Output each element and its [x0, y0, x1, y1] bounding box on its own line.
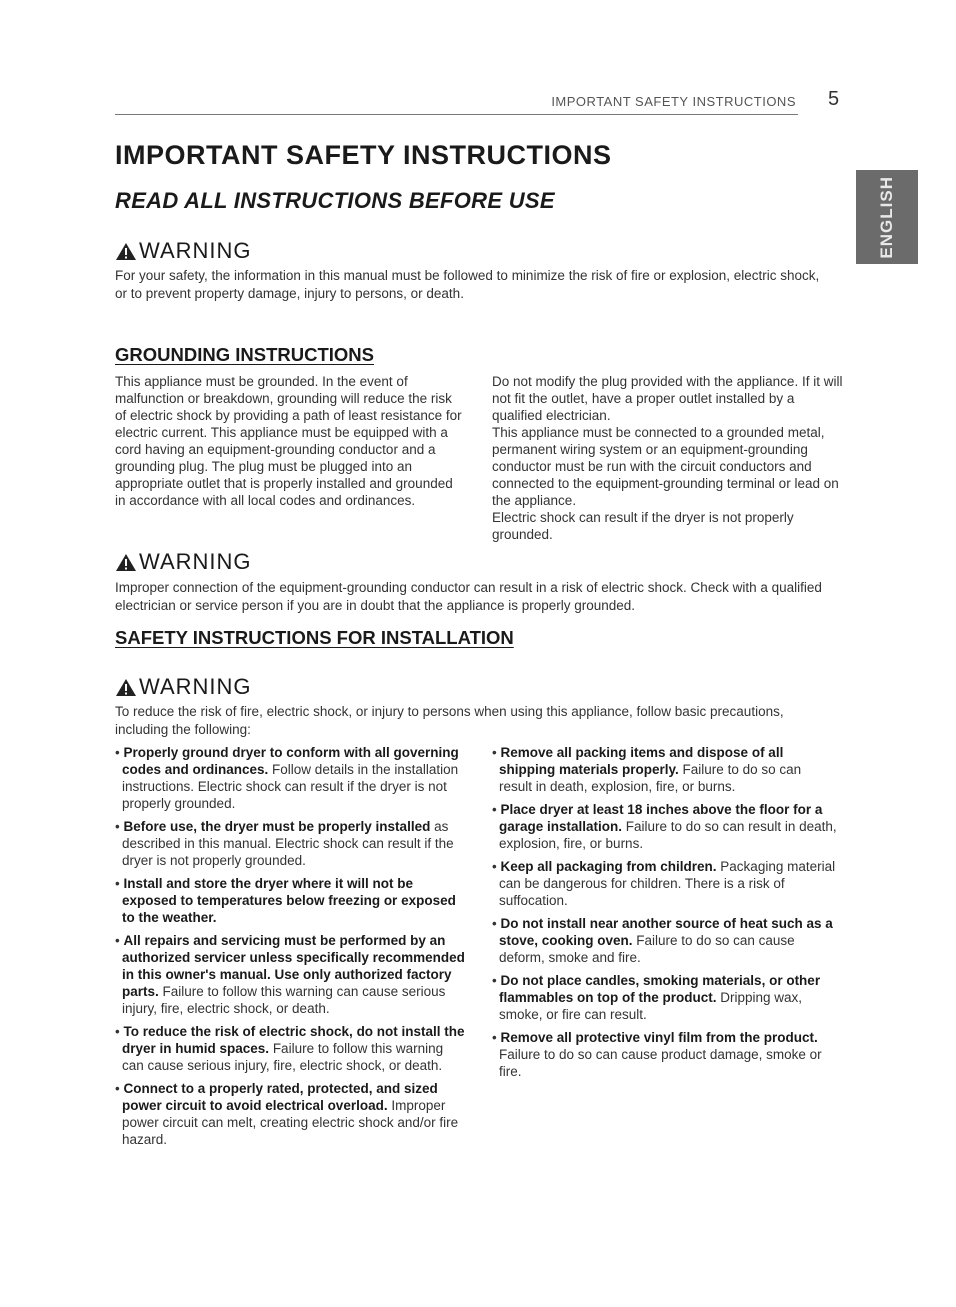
list-item-text: Failure to do so can result in death, explosion, fire, or burns. [499, 762, 802, 794]
grounding-right-column [492, 373, 844, 543]
installation-left-list [115, 744, 467, 1154]
warning-triangle-icon [115, 242, 137, 261]
list-item-text: Failure to do so can cause deform, smoke and fire. [499, 933, 795, 965]
list-item-bold: All repairs and servicing must be performed by an authorized servicer unless specifically recommended in this owner's manual. Use only authorized factory parts. [122, 933, 465, 999]
list-item: • Connect to a properly rated, protected, and sized power circuit to avoid electrical overload. Improper power circuit can melt, creating electric shock and/or fire hazard. [115, 1081, 459, 1147]
list-item-bold: Place dryer at least 18 inches above the floor for a garage installation. [499, 802, 823, 834]
warning-triangle-icon [115, 678, 137, 697]
grounding-right-text-3: Electric shock can result if the dryer is not properly grounded. [492, 510, 794, 542]
list-item: • All repairs and servicing must be performed by an authorized servicer unless specifically recommended in this owner's manual. Use only authorized factory parts. Failure to follow this warning can cause serious injury, fire, electric shock, or death. [115, 933, 465, 1016]
warning-label: WARNING [139, 674, 252, 699]
list-item-text: Failure to follow this warning can cause serious injury, fire, electric shock, or death. [122, 1041, 444, 1073]
warning-label: WARNING [139, 549, 252, 574]
warning-triangle-icon [115, 553, 137, 572]
list-item: • Do not place candles, smoking materials, or other flammables on top of the product. Dripping wax, smoke, or fire can result. [492, 973, 821, 1022]
warning-heading-2 [115, 549, 252, 575]
grounding-left-text: This appliance must be grounded. In the event of malfunction or breakdown, grounding will reduce the risk of electric shock by providing a path of least resistance for electric current. This appliance must be equipped with a cord having an equipment-grounding conductor and a grounding plug. The plug must be plugged into an appropriate outlet that is properly installed and grounded in accordance with all local codes and ordinances. [115, 374, 462, 508]
grounding-right-text-2: This appliance must be connected to a grounded metal, permanent wiring system or an equipment-grounding conductor must be run with the circuit conductors and connected to the equipment-grounding terminal or lead on the appliance. [492, 425, 839, 508]
warning-text-2: Improper connection of the equipment-grounding conductor can result in a risk of electric shock. Check with a qualified electrician or service person if you are in doubt that the appliance is properly grounded. [115, 580, 822, 613]
list-item-bold: Install and store the dryer where it will not be exposed to temperatures below freezing or exposed to the weather. [122, 876, 456, 925]
list-item: • Install and store the dryer where it will not be exposed to temperatures below freezing or exposed to the weather. [115, 876, 456, 925]
installation-warning-text: To reduce the risk of fire, electric shock, or injury to persons when using this appliance, follow basic precautions, including the following: [115, 704, 784, 737]
list-item-bold: Do not place candles, smoking materials, or other flammables on top of the product. [499, 973, 821, 1005]
page-subtitle: READ ALL INSTRUCTIONS BEFORE USE [115, 188, 555, 213]
installation-heading: SAFETY INSTRUCTIONS FOR INSTALLATION [115, 627, 514, 648]
warning-heading-1 [115, 238, 252, 264]
grounding-heading: GROUNDING INSTRUCTIONS [115, 344, 374, 365]
running-title: IMPORTANT SAFETY INSTRUCTIONS [551, 94, 796, 109]
warning-text-1: For your safety, the information in this manual must be followed to minimize the risk of fire or explosion, electric shock, or to prevent property damage, injury to persons, or death. [115, 268, 820, 301]
list-item-bold: Remove all packing items and dispose of all shipping materials properly. [499, 745, 784, 777]
list-item-text: Dripping wax, smoke, or fire can result. [499, 990, 803, 1022]
list-item: • Before use, the dryer must be properly installed as described in this manual. Electric shock can result if the dryer is not properly grounded. [115, 819, 454, 868]
list-item: • Remove all protective vinyl film from the product. Failure to do so can cause product damage, smoke or fire. [492, 1030, 822, 1079]
list-item-text: Improper power circuit can melt, creating electric shock and/or fire hazard. [122, 1098, 459, 1147]
page-title: IMPORTANT SAFETY INSTRUCTIONS [115, 140, 612, 170]
list-item-bold: Do not install near another source of heat such as a stove, cooking oven. [499, 916, 833, 948]
list-item-bold: To reduce the risk of electric shock, do not install the dryer in humid spaces. [122, 1024, 465, 1056]
list-item-bold: Connect to a properly rated, protected, and sized power circuit to avoid electrical overload. [122, 1081, 438, 1113]
grounding-right-text-1: Do not modify the plug provided with the appliance. If it will not fit the outlet, have a proper outlet installed by a qualified electrician. [492, 374, 843, 423]
warning-heading-3 [115, 674, 252, 700]
list-item-bold: Remove all protective vinyl film from the product. [500, 1030, 818, 1045]
list-item-text: Failure to follow this warning can cause serious injury, fire, electric shock, or death. [122, 984, 446, 1016]
list-item: • Place dryer at least 18 inches above the floor for a garage installation. Failure to do so can result in death, explosion, fire, or burns. [492, 802, 837, 851]
header-rule [115, 114, 798, 115]
list-item-text: Follow details in the installation instructions. Electric shock can result if the dryer is not properly grounded. [122, 762, 459, 811]
list-item-text: Packaging material can be dangerous for children. There is a risk of suffocation. [499, 859, 836, 908]
list-item: • To reduce the risk of electric shock, do not install the dryer in humid spaces. Failure to follow this warning can cause serious injury, fire, electric shock, or death. [115, 1024, 465, 1073]
list-item: • Keep all packaging from children. Packaging material can be dangerous for children. There is a risk of suffocation. [492, 859, 836, 908]
language-tab-label: ENGLISH [877, 175, 896, 259]
list-item: • Remove all packing items and dispose of all shipping materials properly. Failure to do so can result in death, explosion, fire, or burns. [492, 745, 802, 794]
list-item: • Properly ground dryer to conform with all governing codes and ordinances. Follow details in the installation instructions. Electric shock can result if the dryer is not properly grounded. [115, 745, 459, 811]
list-item-text: as described in this manual. Electric shock can result if the dryer is not properly grounded. [122, 819, 454, 868]
list-item: • Do not install near another source of heat such as a stove, cooking oven. Failure to do so can cause deform, smoke and fire. [492, 916, 833, 965]
list-item-bold: Keep all packaging from children. [500, 859, 717, 874]
list-item-bold: Before use, the dryer must be properly installed [123, 819, 431, 834]
list-item-bold: Properly ground dryer to conform with all governing codes and ordinances. [122, 745, 459, 777]
list-item-text: Failure to do so can result in death, explosion, fire, or burns. [499, 819, 837, 851]
language-tab [856, 170, 918, 264]
warning-label: WARNING [139, 238, 252, 263]
installation-right-list [492, 744, 837, 1086]
list-item-text: Failure to do so can cause product damage, smoke or fire. [499, 1047, 822, 1079]
page-number: 5 [828, 88, 840, 110]
